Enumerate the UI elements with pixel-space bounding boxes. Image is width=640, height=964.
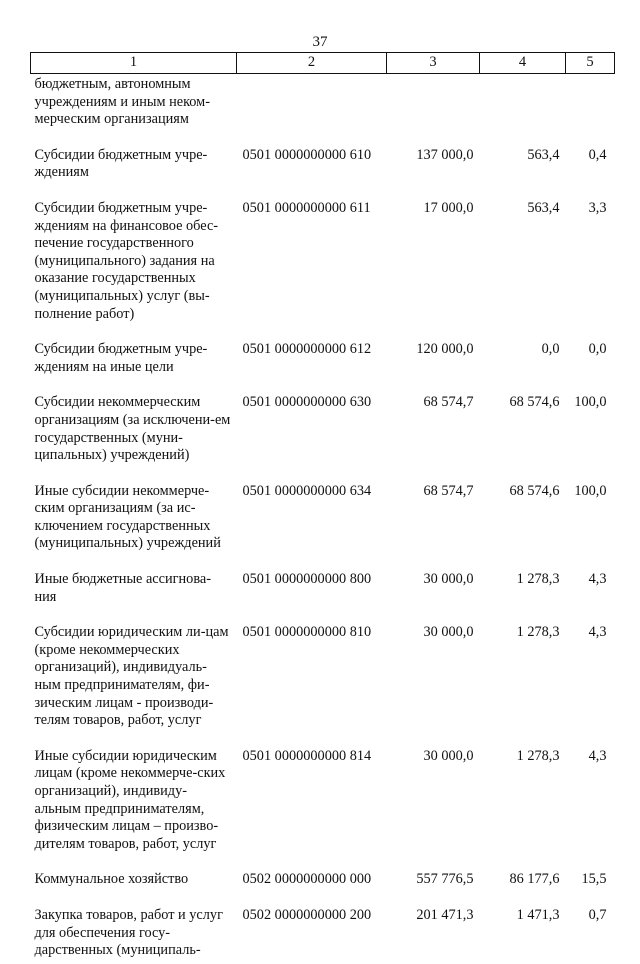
row-percent: 4,3 bbox=[588, 747, 607, 764]
row-name: Субсидии юридическим ли-цам (кроме некоммерческих организаций), индивидуаль-ным предпринимателям, фи-зическим лицам - производи-телям товаров, работ, услуг bbox=[34, 624, 229, 729]
row-percent: 4,3 bbox=[588, 571, 607, 588]
row-planned-sum: 201 471,3 bbox=[416, 906, 474, 923]
row-name: Коммунальное хозяйство bbox=[34, 871, 189, 888]
row-executed-sum: 86 177,6 bbox=[509, 871, 560, 888]
row-code: 0501 0000000000 611 bbox=[242, 199, 371, 216]
table-row bbox=[31, 557, 615, 610]
table-row bbox=[31, 380, 615, 468]
row-name: бюджетным, автономным учреждениям и иным неком-мерческим организациям bbox=[34, 76, 210, 128]
row-executed-sum: 563,4 bbox=[527, 199, 560, 216]
row-percent: 15,5 bbox=[581, 871, 607, 888]
column-header-5: 5 bbox=[566, 53, 615, 74]
table-row bbox=[31, 133, 615, 186]
table-row bbox=[31, 186, 615, 327]
row-executed-sum: 1 471,3 bbox=[516, 906, 560, 923]
row-code: 0501 0000000000 612 bbox=[242, 341, 372, 358]
row-executed-sum: 1 278,3 bbox=[516, 571, 560, 588]
row-code: 0502 0000000000 200 bbox=[242, 906, 372, 923]
row-code: 0502 0000000000 000 bbox=[242, 871, 372, 888]
row-code: 0501 0000000000 810 bbox=[242, 624, 372, 641]
row-percent: 3,3 bbox=[588, 199, 607, 216]
row-planned-sum: 68 574,7 bbox=[423, 394, 474, 411]
budget-table bbox=[30, 52, 615, 964]
row-planned-sum: 17 000,0 bbox=[423, 199, 474, 216]
row-executed-sum: 1 278,3 bbox=[516, 747, 560, 764]
row-name: Иные бюджетные ассигнова-ния bbox=[34, 571, 211, 605]
row-percent bbox=[566, 74, 615, 133]
row-executed-sum: 68 574,6 bbox=[509, 482, 560, 499]
row-planned-sum: 68 574,7 bbox=[423, 482, 474, 499]
row-planned-sum: 30 000,0 bbox=[423, 747, 474, 764]
row-code: 0501 0000000000 814 bbox=[242, 747, 372, 764]
row-name: Закупка товаров, работ и услуг для обеспечения госу-дарственных (муниципаль- bbox=[34, 906, 223, 959]
table-row bbox=[31, 893, 615, 964]
table-row bbox=[31, 74, 615, 133]
row-code: 0501 0000000000 610 bbox=[242, 146, 372, 163]
row-planned-sum bbox=[387, 74, 480, 133]
column-header-3: 3 bbox=[387, 53, 480, 74]
row-code: 0501 0000000000 800 bbox=[242, 571, 372, 588]
row-planned-sum: 557 776,5 bbox=[416, 871, 474, 888]
row-name: Субсидии бюджетным учре-ждениям bbox=[34, 146, 208, 181]
row-percent: 100,0 bbox=[574, 394, 607, 411]
row-code: 0501 0000000000 634 bbox=[242, 482, 372, 499]
page-number: 37 bbox=[312, 34, 328, 50]
table-row bbox=[31, 610, 615, 734]
row-percent: 4,3 bbox=[588, 624, 607, 641]
row-code bbox=[237, 74, 387, 133]
row-name: Субсидии некоммерческим организациям (за исключени-ем государственных (муни-ципальных) учреждений) bbox=[34, 394, 231, 464]
row-name: Субсидии бюджетным учре-ждениям на иные цели bbox=[34, 341, 208, 375]
table-row bbox=[31, 734, 615, 858]
row-percent: 0,7 bbox=[588, 906, 607, 923]
row-name: Иные субсидии некоммерче-ским организациям (за ис-ключением государственных (муниципальных) учреждений bbox=[34, 482, 221, 552]
row-name: Иные субсидии юридическим лицам (кроме некоммерче-ских организаций), индивиду-альным предпринимателям, физическим лицам – произво-дителям товаров, работ, услуг bbox=[34, 747, 226, 852]
row-code: 0501 0000000000 630 bbox=[242, 394, 372, 411]
row-percent: 0,0 bbox=[588, 341, 607, 358]
column-header-2: 2 bbox=[237, 53, 387, 74]
row-executed-sum: 563,4 bbox=[527, 146, 560, 163]
table-row bbox=[31, 469, 615, 557]
row-planned-sum: 120 000,0 bbox=[416, 341, 474, 358]
row-percent: 100,0 bbox=[574, 482, 607, 499]
table-row bbox=[31, 857, 615, 893]
table-row bbox=[31, 327, 615, 380]
column-header-4: 4 bbox=[480, 53, 566, 74]
row-planned-sum: 30 000,0 bbox=[423, 571, 474, 588]
row-executed-sum: 68 574,6 bbox=[509, 394, 560, 411]
row-percent: 0,4 bbox=[588, 146, 607, 163]
row-name: Субсидии бюджетным учре-ждениям на финансовое обес-печение государственного (муниципального) задания на оказание государственных (муниципальных) услуг (вы-полнение работ) bbox=[34, 199, 219, 322]
row-planned-sum: 137 000,0 bbox=[416, 146, 474, 163]
column-header-1: 1 bbox=[31, 53, 237, 74]
row-planned-sum: 30 000,0 bbox=[423, 624, 474, 641]
row-executed-sum: 1 278,3 bbox=[516, 624, 560, 641]
table-header-row bbox=[31, 53, 615, 74]
row-executed-sum: 0,0 bbox=[541, 341, 560, 358]
row-executed-sum bbox=[480, 74, 566, 133]
